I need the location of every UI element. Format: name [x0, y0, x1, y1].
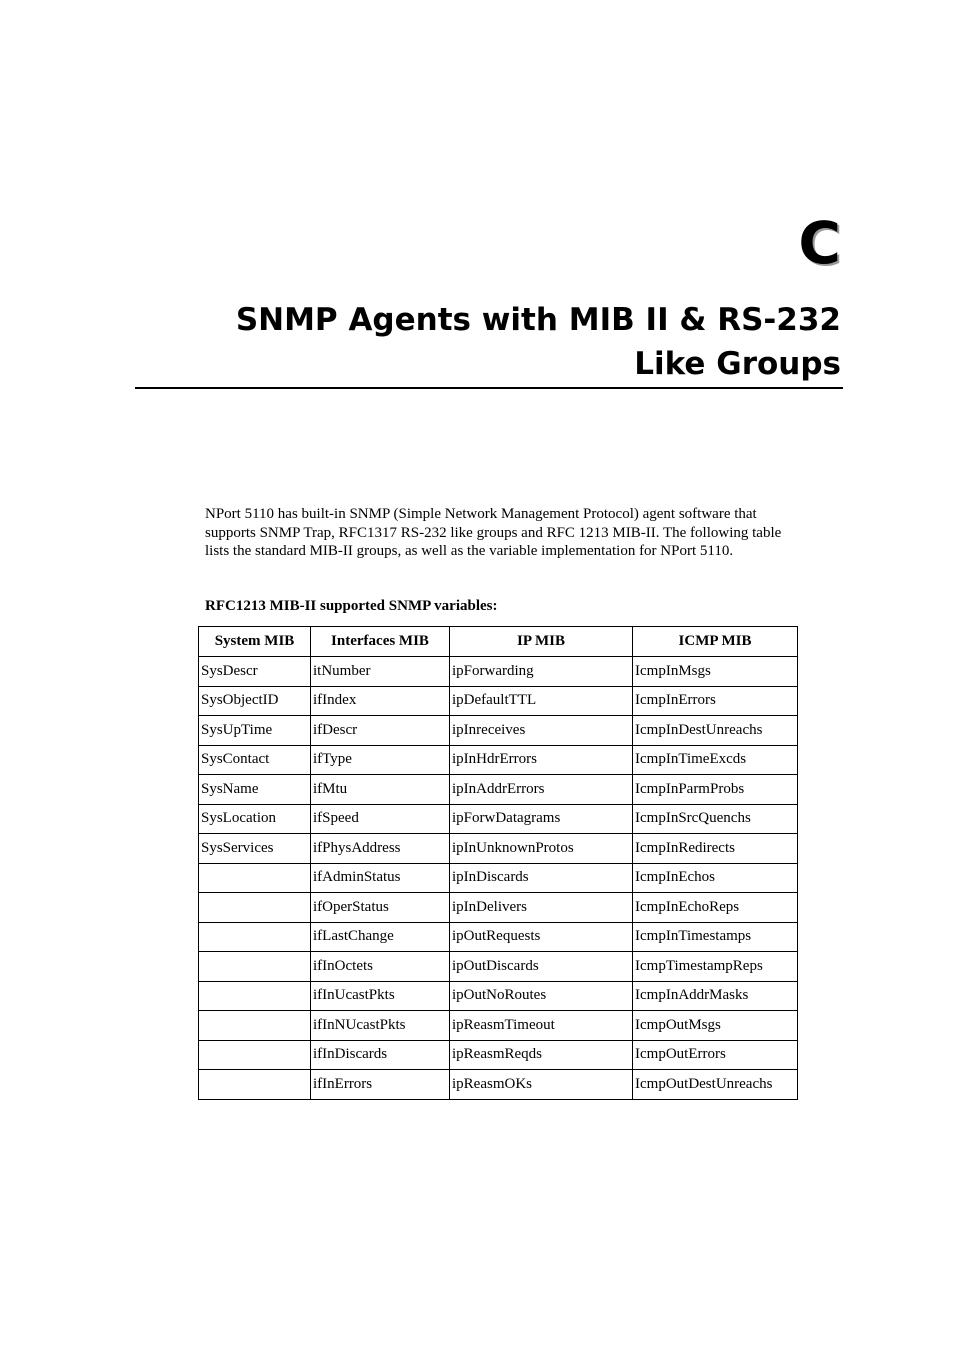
table-cell [199, 1070, 311, 1100]
intro-line: lists the standard MIB-II groups, as well as the variable implementation for NPort 5110. [205, 543, 734, 559]
table-row [199, 863, 798, 893]
table-cell: ipForwDatagrams [450, 804, 633, 834]
table-cell: ifInOctets [311, 952, 450, 982]
column-header-system-mib: System MIB [199, 627, 311, 657]
table-cell: IcmpInTimestamps [633, 922, 798, 952]
table-row [199, 745, 798, 775]
table-caption: RFC1213 MIB-II supported SNMP variables: [205, 598, 498, 614]
table-cell: ipInDiscards [450, 863, 633, 893]
chapter-title [141, 298, 841, 386]
table-cell: SysServices [199, 834, 311, 864]
table-cell: IcmpOutMsgs [633, 1011, 798, 1041]
table-cell: ipForwarding [450, 657, 633, 687]
chapter-title-line-1: SNMP Agents with MIB II & RS-232 [235, 302, 841, 338]
table-cell [199, 1011, 311, 1041]
table-cell: ipOutRequests [450, 922, 633, 952]
mib-variables-table [198, 626, 798, 1100]
table-row [199, 775, 798, 805]
table-header-row [199, 627, 798, 657]
table-cell: ipInUnknownProtos [450, 834, 633, 864]
table-cell: ifDescr [311, 716, 450, 746]
table-cell: ipOutNoRoutes [450, 981, 633, 1011]
table-cell: ipInAddrErrors [450, 775, 633, 805]
table-row [199, 716, 798, 746]
table-cell: ifInErrors [311, 1070, 450, 1100]
table-cell: ifLastChange [311, 922, 450, 952]
table-cell: ipReasmReqds [450, 1040, 633, 1070]
table-cell [199, 981, 311, 1011]
table-cell: IcmpInTimeExcds [633, 745, 798, 775]
table-cell: ifMtu [311, 775, 450, 805]
chapter-title-line-2: Like Groups [634, 346, 841, 382]
table-cell: IcmpInMsgs [633, 657, 798, 687]
table-cell: itNumber [311, 657, 450, 687]
table-row [199, 1070, 798, 1100]
table-row [199, 1011, 798, 1041]
intro-paragraph [205, 505, 835, 561]
table-cell: IcmpOutErrors [633, 1040, 798, 1070]
table-row [199, 657, 798, 687]
table-cell [199, 863, 311, 893]
table-row [199, 981, 798, 1011]
table-cell: ifOperStatus [311, 893, 450, 923]
table-row [199, 834, 798, 864]
table-cell: ipOutDiscards [450, 952, 633, 982]
title-divider [135, 387, 843, 389]
table-row [199, 686, 798, 716]
table-cell: ifPhysAddress [311, 834, 450, 864]
table-cell: IcmpOutDestUnreachs [633, 1070, 798, 1100]
table-cell: ipInHdrErrors [450, 745, 633, 775]
table-cell: IcmpInSrcQuenchs [633, 804, 798, 834]
table-cell: ipReasmOKs [450, 1070, 633, 1100]
table-cell [199, 952, 311, 982]
table-cell: ifInDiscards [311, 1040, 450, 1070]
table-cell: IcmpTimestampReps [633, 952, 798, 982]
table-row [199, 893, 798, 923]
table-cell: SysDescr [199, 657, 311, 687]
table-row [199, 922, 798, 952]
table-cell: ifSpeed [311, 804, 450, 834]
table-cell: ipInreceives [450, 716, 633, 746]
column-header-icmp-mib: ICMP MIB [633, 627, 798, 657]
table-cell: SysContact [199, 745, 311, 775]
table-cell: ipInDelivers [450, 893, 633, 923]
table-cell: IcmpInAddrMasks [633, 981, 798, 1011]
table-cell: ipDefaultTTL [450, 686, 633, 716]
table-cell: IcmpInDestUnreachs [633, 716, 798, 746]
column-header-interfaces-mib: Interfaces MIB [311, 627, 450, 657]
table-cell: SysName [199, 775, 311, 805]
table-cell: IcmpInParmProbs [633, 775, 798, 805]
table-cell [199, 893, 311, 923]
table-cell: SysUpTime [199, 716, 311, 746]
table-cell: ifIndex [311, 686, 450, 716]
table-cell: IcmpInEchos [633, 863, 798, 893]
table-cell: ifAdminStatus [311, 863, 450, 893]
table-cell: SysLocation [199, 804, 311, 834]
table-cell [199, 922, 311, 952]
table-cell: IcmpInRedirects [633, 834, 798, 864]
table-cell: ifType [311, 745, 450, 775]
table-cell: IcmpInErrors [633, 686, 798, 716]
table-row [199, 804, 798, 834]
table-cell: ifInUcastPkts [311, 981, 450, 1011]
table-cell: ipReasmTimeout [450, 1011, 633, 1041]
table-row [199, 1040, 798, 1070]
table-cell [199, 1040, 311, 1070]
table-cell: ifInNUcastPkts [311, 1011, 450, 1041]
appendix-letter: C [798, 209, 841, 277]
table-cell: SysObjectID [199, 686, 311, 716]
intro-line: NPort 5110 has built-in SNMP (Simple Network Management Protocol) agent software that [205, 506, 757, 522]
table-row [199, 952, 798, 982]
column-header-ip-mib: IP MIB [450, 627, 633, 657]
intro-line: supports SNMP Trap, RFC1317 RS-232 like groups and RFC 1213 MIB-II. The following table [205, 524, 782, 541]
table-cell: IcmpInEchoReps [633, 893, 798, 923]
